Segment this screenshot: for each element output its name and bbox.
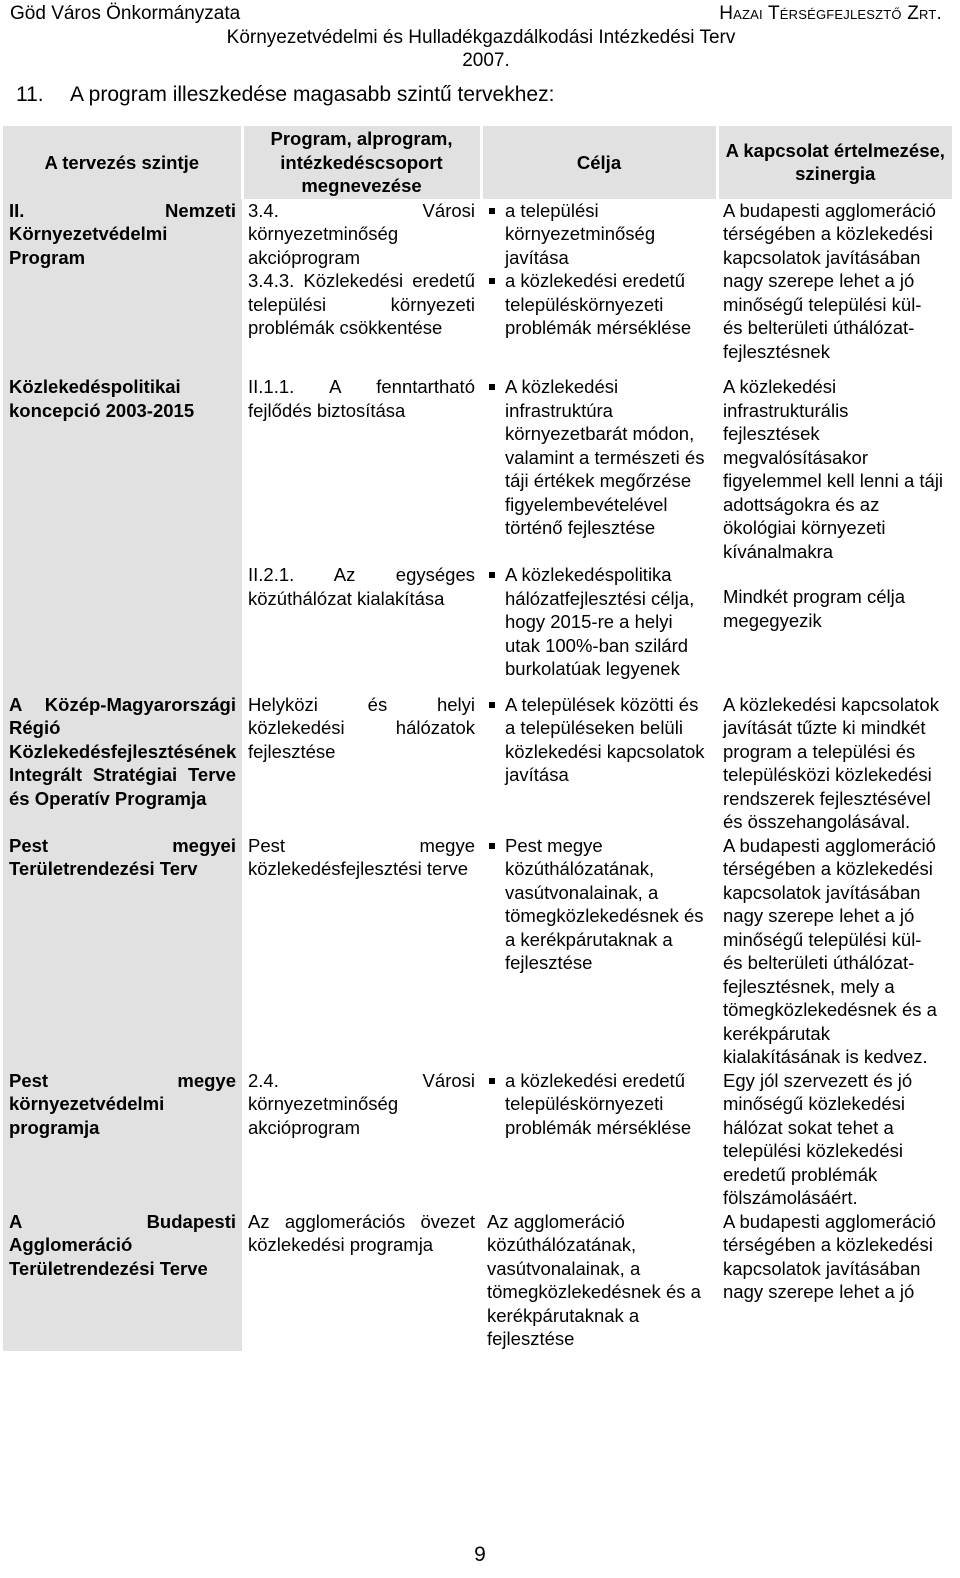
header-doc-title: Környezetvédelmi és Hulladékgazdálkodási Intézkedési Terv bbox=[226, 27, 736, 48]
goal-cell bbox=[481, 375, 717, 563]
goal-cell bbox=[481, 1069, 717, 1210]
goal-cell bbox=[481, 693, 717, 834]
relation-cell: Egy jól szervezett és jó minőségű közlekedési hálózat sokat tehet a települési közlekedési eredetű problémák fölszámolásáért. bbox=[723, 1069, 913, 1208]
table-row bbox=[3, 834, 952, 1069]
program-cell: II.2.1. Az egységes közúthálózat kialakítása bbox=[248, 564, 475, 609]
relation-cell: A közlekedési infrastrukturális fejlesztések megvalósításakor figyelemmel kell lenni a táji adottságokra és az ökológiai környezeti kívánalmakra bbox=[723, 376, 944, 562]
header-org-right: Hazai Térségfejlesztő Zrt. bbox=[719, 3, 942, 24]
program-cell: Az agglomerációs övezet közlekedési programja bbox=[248, 1210, 475, 1255]
table-row bbox=[3, 1210, 952, 1351]
plan-level-cell: Pest megyei Területrendezési Terv bbox=[3, 834, 242, 1069]
table-row bbox=[3, 199, 952, 364]
goal-cell bbox=[481, 834, 717, 1069]
page-number: 9 bbox=[474, 1543, 486, 1566]
plan-level-cell: II. Nemzeti Környezetvédelmi Program bbox=[3, 199, 242, 364]
relation-cell: Mindkét program célja megegyezik bbox=[723, 586, 905, 631]
goal-item: a közlekedési eredetű településkörnyezeti problémák mérséklése bbox=[487, 269, 711, 340]
plan-level-cell: A Budapesti Agglomeráció Területrendezési Terve bbox=[3, 1210, 242, 1351]
table-row bbox=[3, 375, 952, 563]
relation-cell: A budapesti agglomeráció térségében a közlekedési kapcsolatok javításában nagy szerepe lehet a jó minőségű települési kül- és belterületi úthálózat-fejlesztésnek, mely a tömegközlekedésnek és a kerékpárutak kialakításának is kedvez. bbox=[723, 834, 937, 1067]
section-number: 11. bbox=[16, 83, 44, 106]
col-header-level: A tervezés szintje bbox=[3, 126, 242, 199]
col-header-relation: A kapcsolat értelmezése, szinergia bbox=[717, 126, 952, 199]
plan-level-cell: Pest megye környezetvédelmi programja bbox=[3, 1069, 242, 1210]
relation-cell: A budapesti agglomeráció térségében a közlekedési kapcsolatok javításában nagy szerepe lehet a jó bbox=[723, 1210, 936, 1302]
relation-cell: A közlekedési kapcsolatok javítását tűzte ki mindkét program a települési és településközi közlekedési rendszerek fejlesztésével és összehangolásával. bbox=[723, 693, 939, 832]
goal-cell bbox=[481, 199, 717, 364]
goal-cell bbox=[481, 563, 717, 681]
program-cell bbox=[242, 199, 481, 364]
goal-item: a települési környezetminőség javítása bbox=[487, 199, 711, 270]
plan-level-cell: Közlekedéspolitikai koncepció 2003-2015 bbox=[3, 375, 242, 681]
section-title: A program illeszkedése magasabb szintű tervekhez: bbox=[70, 83, 555, 106]
goal-item: A közlekedéspolitika hálózatfejlesztési célja, hogy 2015-re a helyi utak 100%-ban szilárd burkolatúak legyenek bbox=[487, 563, 711, 681]
col-header-goal: Célja bbox=[481, 126, 717, 199]
table-row bbox=[3, 1069, 952, 1210]
table-row bbox=[3, 693, 952, 834]
table-header-row bbox=[3, 126, 952, 199]
program-name: 3.4.3. Közlekedési eredetű települési környezeti problémák csökkentése bbox=[248, 270, 475, 338]
program-cell: 2.4. Városi környezetminőség akcióprogram bbox=[248, 1069, 475, 1138]
program-name: 3.4. Városi környezetminőség akcióprogram bbox=[248, 199, 475, 268]
program-cell: Pest megye közlekedésfejlesztési terve bbox=[248, 834, 475, 879]
relation-cell: A budapesti agglomeráció térségében a közlekedési kapcsolatok javításában nagy szerepe lehet a jó minőségű települési kül- és belterületi úthálózat-fejlesztésnek bbox=[723, 199, 936, 362]
header-year: 2007. bbox=[462, 50, 510, 71]
program-cell: Helyközi és helyi közlekedési hálózatok fejlesztése bbox=[248, 693, 475, 762]
header-org-left: Göd Város Önkormányzata bbox=[10, 3, 241, 24]
alignment-table bbox=[3, 126, 952, 1351]
plan-level-cell: A Közép-Magyarországi Régió Közlekedésfejlesztésének Integrált Stratégiai Terve és Operatív Programja bbox=[3, 693, 242, 834]
col-header-program: Program, alprogram, intézkedéscsoport megnevezése bbox=[242, 126, 481, 199]
program-cell: II.1.1. A fenntartható fejlődés biztosítása bbox=[248, 376, 475, 421]
page-header bbox=[10, 2, 942, 72]
goal-item: A települések közötti és a településeken belüli közlekedési kapcsolatok javítása bbox=[487, 693, 711, 787]
goal-item: Pest megye közúthálózatának, vasútvonalainak, a tömegközlekedésnek és a kerékpárutaknak a fejlesztése bbox=[487, 834, 711, 975]
goal-item: A közlekedési infrastruktúra környezetbarát módon, valamint a természeti és táji értékek megőrzése figyelembevételével történő fejlesztése bbox=[487, 375, 711, 540]
goal-item: a közlekedési eredetű településkörnyezeti problémák mérséklése bbox=[487, 1069, 711, 1140]
goal-cell: Az agglomeráció közúthálózatának, vasútvonalainak, a tömegközlekedésnek és a kerékpárutaknak a fejlesztése bbox=[487, 1210, 701, 1349]
section-heading bbox=[16, 82, 554, 108]
